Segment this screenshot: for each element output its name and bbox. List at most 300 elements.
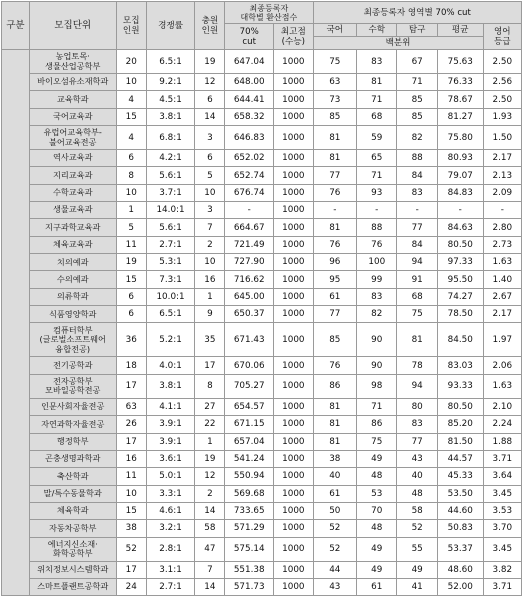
enrolled-cell: 6 bbox=[195, 150, 225, 167]
math-cell: 90 bbox=[357, 357, 397, 374]
ratio-cell: 7.3:1 bbox=[146, 271, 195, 288]
enrolled-cell: 58 bbox=[195, 520, 225, 537]
table-row bbox=[2, 167, 522, 184]
inquiry-cell: 43 bbox=[397, 450, 437, 467]
math-cell: 59 bbox=[357, 126, 397, 150]
ratio-cell: 5.6:1 bbox=[146, 219, 195, 236]
max-score-cell: 1000 bbox=[274, 167, 313, 184]
dept-name: 전기공학과 bbox=[29, 357, 116, 374]
cut70-cell: 569.68 bbox=[225, 485, 274, 502]
dept-name: 위치정보시스템학과 bbox=[29, 561, 116, 578]
dept-name: 유럽어교육학부- 불어교육전공 bbox=[29, 126, 116, 150]
enrolled-cell: 17 bbox=[195, 357, 225, 374]
korean-cell: 50 bbox=[313, 502, 357, 519]
average-cell: 53.37 bbox=[437, 537, 483, 561]
header-final-reg-text: 최종등록자 대학별 환산점수 bbox=[240, 3, 298, 22]
english-cell: 3.71 bbox=[483, 578, 521, 595]
table-row bbox=[2, 468, 522, 485]
table-row bbox=[2, 323, 522, 357]
english-cell: 2.56 bbox=[483, 74, 521, 91]
cut70-cell: 676.74 bbox=[225, 184, 274, 201]
ratio-cell: 3.1:1 bbox=[146, 561, 195, 578]
enrolled-cell: 35 bbox=[195, 323, 225, 357]
korean-cell: 76 bbox=[313, 236, 357, 253]
cut70-cell: 644.41 bbox=[225, 91, 274, 108]
admissions-results-table bbox=[1, 1, 522, 596]
average-cell: 76.33 bbox=[437, 74, 483, 91]
cut70-cell: 646.83 bbox=[225, 126, 274, 150]
quota-cell: 24 bbox=[116, 578, 146, 595]
math-cell: 76 bbox=[357, 236, 397, 253]
korean-cell: 63 bbox=[313, 74, 357, 91]
ratio-cell: 3.9:1 bbox=[146, 433, 195, 450]
math-cell: 100 bbox=[357, 254, 397, 271]
enrolled-cell: 8 bbox=[195, 374, 225, 398]
enrolled-cell: 16 bbox=[195, 271, 225, 288]
quota-cell: 8 bbox=[116, 167, 146, 184]
quota-cell: 10 bbox=[116, 485, 146, 502]
max-score-cell: 1000 bbox=[274, 537, 313, 561]
cut70-cell: 671.15 bbox=[225, 416, 274, 433]
average-cell: 48.60 bbox=[437, 561, 483, 578]
average-cell: 80.50 bbox=[437, 236, 483, 253]
quota-cell: 17 bbox=[116, 561, 146, 578]
table-row bbox=[2, 485, 522, 502]
quota-cell: 19 bbox=[116, 254, 146, 271]
korean-cell: 40 bbox=[313, 468, 357, 485]
average-cell: 53.50 bbox=[437, 485, 483, 502]
dept-name: 축산학과 bbox=[29, 468, 116, 485]
max-score-cell: 1000 bbox=[274, 450, 313, 467]
header-area-cut: 최종등록자 영역별 70% cut bbox=[313, 2, 522, 24]
quota-cell: 15 bbox=[116, 502, 146, 519]
max-score-cell: 1000 bbox=[274, 126, 313, 150]
header-math: 수학 bbox=[357, 24, 397, 37]
dept-name: 역사교육과 bbox=[29, 150, 116, 167]
average-cell: 80.50 bbox=[437, 398, 483, 415]
english-cell: - bbox=[483, 202, 521, 219]
table-body bbox=[2, 50, 522, 596]
dept-name: 전자공학부 모바일공학전공 bbox=[29, 374, 116, 398]
inquiry-cell: 77 bbox=[397, 219, 437, 236]
average-cell: 45.33 bbox=[437, 468, 483, 485]
average-cell: 97.33 bbox=[437, 254, 483, 271]
header-ratio: 경쟁률 bbox=[146, 2, 195, 50]
enrolled-cell: 19 bbox=[195, 50, 225, 74]
dept-name: 곤충생명과학과 bbox=[29, 450, 116, 467]
max-score-cell: 1000 bbox=[274, 502, 313, 519]
average-cell: 75.63 bbox=[437, 50, 483, 74]
quota-cell: 4 bbox=[116, 91, 146, 108]
korean-cell: 73 bbox=[313, 91, 357, 108]
korean-cell: 85 bbox=[313, 108, 357, 125]
korean-cell: 96 bbox=[313, 254, 357, 271]
table-row bbox=[2, 450, 522, 467]
quota-cell: 20 bbox=[116, 50, 146, 74]
inquiry-cell: 67 bbox=[397, 50, 437, 74]
enrolled-cell: 6 bbox=[195, 91, 225, 108]
enrolled-cell: 14 bbox=[195, 502, 225, 519]
korean-cell: 76 bbox=[313, 184, 357, 201]
table-row bbox=[2, 288, 522, 305]
math-cell: 65 bbox=[357, 150, 397, 167]
average-cell: 44.60 bbox=[437, 502, 483, 519]
header-korean: 국어 bbox=[313, 24, 357, 37]
korean-cell: 81 bbox=[313, 126, 357, 150]
english-cell: 3.53 bbox=[483, 502, 521, 519]
korean-cell: 81 bbox=[313, 150, 357, 167]
max-score-cell: 1000 bbox=[274, 323, 313, 357]
table-row bbox=[2, 416, 522, 433]
inquiry-cell: 82 bbox=[397, 126, 437, 150]
header-final-reg bbox=[225, 2, 313, 24]
header-max-score-text: 최고점 (수능) bbox=[280, 26, 306, 47]
inquiry-cell: 85 bbox=[397, 91, 437, 108]
table-row bbox=[2, 74, 522, 91]
header-enrolled bbox=[195, 2, 225, 50]
inquiry-cell: 78 bbox=[397, 357, 437, 374]
cut70-cell: 670.06 bbox=[225, 357, 274, 374]
dept-name: 자연과학자율전공 bbox=[29, 416, 116, 433]
inquiry-cell: 94 bbox=[397, 254, 437, 271]
quota-cell: 6 bbox=[116, 288, 146, 305]
header-cut70 bbox=[225, 24, 274, 50]
cut70-cell: 654.57 bbox=[225, 398, 274, 415]
header-enrolled-text: 충원 인원 bbox=[201, 15, 219, 36]
max-score-cell: 1000 bbox=[274, 306, 313, 323]
max-score-cell: 1000 bbox=[274, 202, 313, 219]
enrolled-cell: 1 bbox=[195, 288, 225, 305]
ratio-cell: 14.0:1 bbox=[146, 202, 195, 219]
table-row bbox=[2, 520, 522, 537]
average-cell: 78.67 bbox=[437, 91, 483, 108]
english-cell: 2.67 bbox=[483, 288, 521, 305]
cut70-cell: 664.67 bbox=[225, 219, 274, 236]
english-cell: 1.40 bbox=[483, 271, 521, 288]
enrolled-cell: 14 bbox=[195, 108, 225, 125]
math-cell: 48 bbox=[357, 468, 397, 485]
header-english bbox=[483, 24, 521, 50]
quota-cell: 63 bbox=[116, 398, 146, 415]
korean-cell: 81 bbox=[313, 416, 357, 433]
english-cell: 3.82 bbox=[483, 561, 521, 578]
dept-name: 식품영양학과 bbox=[29, 306, 116, 323]
table-row bbox=[2, 50, 522, 74]
average-cell: 84.63 bbox=[437, 219, 483, 236]
math-cell: 61 bbox=[357, 578, 397, 595]
ratio-cell: 4.5:1 bbox=[146, 91, 195, 108]
inquiry-cell: 49 bbox=[397, 561, 437, 578]
math-cell: 49 bbox=[357, 561, 397, 578]
inquiry-cell: 55 bbox=[397, 537, 437, 561]
average-cell: 81.50 bbox=[437, 433, 483, 450]
english-cell: 2.09 bbox=[483, 184, 521, 201]
dept-name: 바이오섬유소재학과 bbox=[29, 74, 116, 91]
korean-cell: 76 bbox=[313, 357, 357, 374]
inquiry-cell: 94 bbox=[397, 374, 437, 398]
average-cell: - bbox=[437, 202, 483, 219]
ratio-cell: 3.8:1 bbox=[146, 374, 195, 398]
ratio-cell: 2.7:1 bbox=[146, 236, 195, 253]
korean-cell: 81 bbox=[313, 219, 357, 236]
table-row bbox=[2, 398, 522, 415]
math-cell: 98 bbox=[357, 374, 397, 398]
enrolled-cell: 3 bbox=[195, 126, 225, 150]
quota-cell: 38 bbox=[116, 520, 146, 537]
table-row bbox=[2, 108, 522, 125]
math-cell: 71 bbox=[357, 167, 397, 184]
dept-name: 에너지신소재· 화학공학부 bbox=[29, 537, 116, 561]
english-cell: 3.45 bbox=[483, 485, 521, 502]
inquiry-cell: 81 bbox=[397, 323, 437, 357]
math-cell: 75 bbox=[357, 433, 397, 450]
math-cell: 99 bbox=[357, 271, 397, 288]
math-cell: - bbox=[357, 202, 397, 219]
table-row bbox=[2, 433, 522, 450]
header-max-score bbox=[274, 24, 313, 50]
enrolled-cell: 47 bbox=[195, 537, 225, 561]
average-cell: 93.33 bbox=[437, 374, 483, 398]
inquiry-cell: 71 bbox=[397, 74, 437, 91]
quota-cell: 6 bbox=[116, 306, 146, 323]
max-score-cell: 1000 bbox=[274, 433, 313, 450]
table-row bbox=[2, 537, 522, 561]
max-score-cell: 1000 bbox=[274, 271, 313, 288]
max-score-cell: 1000 bbox=[274, 50, 313, 74]
english-cell: 3.71 bbox=[483, 450, 521, 467]
ratio-cell: 5.0:1 bbox=[146, 468, 195, 485]
max-score-cell: 1000 bbox=[274, 74, 313, 91]
enrolled-cell: 1 bbox=[195, 433, 225, 450]
header-average: 평균 bbox=[437, 24, 483, 37]
ratio-cell: 6.8:1 bbox=[146, 126, 195, 150]
ratio-cell: 2.7:1 bbox=[146, 578, 195, 595]
table-row bbox=[2, 184, 522, 201]
average-cell: 74.27 bbox=[437, 288, 483, 305]
ratio-cell: 2.8:1 bbox=[146, 537, 195, 561]
max-score-cell: 1000 bbox=[274, 374, 313, 398]
enrolled-cell: 7 bbox=[195, 561, 225, 578]
table-header bbox=[2, 2, 522, 50]
enrolled-cell: 10 bbox=[195, 184, 225, 201]
ratio-cell: 5.3:1 bbox=[146, 254, 195, 271]
header-english-text: 영어 등급 bbox=[493, 26, 511, 47]
enrolled-cell: 10 bbox=[195, 254, 225, 271]
english-cell: 2.10 bbox=[483, 398, 521, 415]
max-score-cell: 1000 bbox=[274, 357, 313, 374]
math-cell: 70 bbox=[357, 502, 397, 519]
quota-cell: 52 bbox=[116, 537, 146, 561]
ratio-cell: 4.1:1 bbox=[146, 398, 195, 415]
enrolled-cell: 14 bbox=[195, 578, 225, 595]
english-cell: 1.97 bbox=[483, 323, 521, 357]
cut70-cell: 575.14 bbox=[225, 537, 274, 561]
inquiry-cell: - bbox=[397, 202, 437, 219]
max-score-cell: 1000 bbox=[274, 108, 313, 125]
math-cell: 93 bbox=[357, 184, 397, 201]
english-cell: 1.93 bbox=[483, 108, 521, 125]
max-score-cell: 1000 bbox=[274, 91, 313, 108]
korean-cell: 81 bbox=[313, 433, 357, 450]
ratio-cell: 6.5:1 bbox=[146, 50, 195, 74]
enrolled-cell: 19 bbox=[195, 450, 225, 467]
max-score-cell: 1000 bbox=[274, 254, 313, 271]
ratio-cell: 3.8:1 bbox=[146, 108, 195, 125]
inquiry-cell: 84 bbox=[397, 236, 437, 253]
cut70-cell: 648.00 bbox=[225, 74, 274, 91]
inquiry-cell: 88 bbox=[397, 150, 437, 167]
cut70-cell: 652.02 bbox=[225, 150, 274, 167]
quota-cell: 26 bbox=[116, 416, 146, 433]
max-score-cell: 1000 bbox=[274, 578, 313, 595]
math-cell: 71 bbox=[357, 398, 397, 415]
max-score-cell: 1000 bbox=[274, 416, 313, 433]
inquiry-cell: 84 bbox=[397, 167, 437, 184]
dept-name: 교육학과 bbox=[29, 91, 116, 108]
enrolled-cell: 22 bbox=[195, 416, 225, 433]
gubun-cell bbox=[2, 50, 30, 596]
english-cell: 2.80 bbox=[483, 219, 521, 236]
quota-cell: 10 bbox=[116, 74, 146, 91]
korean-cell: 61 bbox=[313, 485, 357, 502]
ratio-cell: 3.9:1 bbox=[146, 416, 195, 433]
table-row bbox=[2, 202, 522, 219]
cut70-cell: 645.00 bbox=[225, 288, 274, 305]
ratio-cell: 9.2:1 bbox=[146, 74, 195, 91]
dept-name: 생물교육과 bbox=[29, 202, 116, 219]
max-score-cell: 1000 bbox=[274, 236, 313, 253]
max-score-cell: 1000 bbox=[274, 485, 313, 502]
header-gubun: 구분 bbox=[2, 2, 30, 50]
math-cell: 90 bbox=[357, 323, 397, 357]
enrolled-cell: 9 bbox=[195, 306, 225, 323]
enrolled-cell: 12 bbox=[195, 468, 225, 485]
cut70-cell: 705.27 bbox=[225, 374, 274, 398]
quota-cell: 15 bbox=[116, 271, 146, 288]
enrolled-cell: 27 bbox=[195, 398, 225, 415]
english-cell: 2.24 bbox=[483, 416, 521, 433]
header-cut70-text: 70% cut bbox=[239, 26, 259, 47]
cut70-cell: 571.29 bbox=[225, 520, 274, 537]
quota-cell: 5 bbox=[116, 219, 146, 236]
quota-cell: 18 bbox=[116, 357, 146, 374]
ratio-cell: 5.2:1 bbox=[146, 323, 195, 357]
ratio-cell: 3.7:1 bbox=[146, 184, 195, 201]
cut70-cell: 671.43 bbox=[225, 323, 274, 357]
header-inquiry: 탐구 bbox=[397, 24, 437, 37]
english-cell: 2.73 bbox=[483, 236, 521, 253]
inquiry-cell: 68 bbox=[397, 288, 437, 305]
korean-cell: 95 bbox=[313, 271, 357, 288]
math-cell: 82 bbox=[357, 306, 397, 323]
math-cell: 68 bbox=[357, 108, 397, 125]
max-score-cell: 1000 bbox=[274, 398, 313, 415]
dept-name: 국어교육과 bbox=[29, 108, 116, 125]
cut70-cell: 652.74 bbox=[225, 167, 274, 184]
table-row bbox=[2, 306, 522, 323]
math-cell: 49 bbox=[357, 450, 397, 467]
korean-cell: 38 bbox=[313, 450, 357, 467]
quota-cell: 11 bbox=[116, 236, 146, 253]
math-cell: 81 bbox=[357, 74, 397, 91]
cut70-cell: 551.38 bbox=[225, 561, 274, 578]
cut70-cell: 571.73 bbox=[225, 578, 274, 595]
korean-cell: 77 bbox=[313, 306, 357, 323]
quota-cell: 17 bbox=[116, 374, 146, 398]
quota-cell: 11 bbox=[116, 468, 146, 485]
english-cell: 3.64 bbox=[483, 468, 521, 485]
header-unit: 모집단위 bbox=[29, 2, 116, 50]
table-row bbox=[2, 374, 522, 398]
korean-cell: 81 bbox=[313, 398, 357, 415]
dept-name: 컴퓨터학부 (글로벌소프트웨어 융합전공) bbox=[29, 323, 116, 357]
inquiry-cell: 48 bbox=[397, 485, 437, 502]
table-row bbox=[2, 219, 522, 236]
english-cell: 2.06 bbox=[483, 357, 521, 374]
table-row bbox=[2, 150, 522, 167]
cut70-cell: 647.04 bbox=[225, 50, 274, 74]
dept-name: 자동차공학부 bbox=[29, 520, 116, 537]
dept-name: 행정학부 bbox=[29, 433, 116, 450]
table-row bbox=[2, 91, 522, 108]
dept-name: 스마트플랜트공학과 bbox=[29, 578, 116, 595]
ratio-cell: 5.6:1 bbox=[146, 167, 195, 184]
english-cell: 2.50 bbox=[483, 91, 521, 108]
table-row bbox=[2, 126, 522, 150]
header-percentile: 백분위 bbox=[313, 37, 483, 50]
average-cell: 50.83 bbox=[437, 520, 483, 537]
korean-cell: - bbox=[313, 202, 357, 219]
max-score-cell: 1000 bbox=[274, 288, 313, 305]
ratio-cell: 3.6:1 bbox=[146, 450, 195, 467]
english-cell: 2.17 bbox=[483, 306, 521, 323]
cut70-cell: 550.94 bbox=[225, 468, 274, 485]
quota-cell: 1 bbox=[116, 202, 146, 219]
english-cell: 2.17 bbox=[483, 150, 521, 167]
math-cell: 83 bbox=[357, 50, 397, 74]
table-row bbox=[2, 271, 522, 288]
dept-name: 체육학과 bbox=[29, 502, 116, 519]
inquiry-cell: 83 bbox=[397, 184, 437, 201]
average-cell: 84.50 bbox=[437, 323, 483, 357]
korean-cell: 77 bbox=[313, 167, 357, 184]
ratio-cell: 4.6:1 bbox=[146, 502, 195, 519]
cut70-cell: 721.49 bbox=[225, 236, 274, 253]
quota-cell: 36 bbox=[116, 323, 146, 357]
dept-name: 인문사회자율전공 bbox=[29, 398, 116, 415]
inquiry-cell: 40 bbox=[397, 468, 437, 485]
cut70-cell: 727.90 bbox=[225, 254, 274, 271]
average-cell: 85.20 bbox=[437, 416, 483, 433]
korean-cell: 75 bbox=[313, 50, 357, 74]
korean-cell: 86 bbox=[313, 374, 357, 398]
enrolled-cell: 7 bbox=[195, 219, 225, 236]
max-score-cell: 1000 bbox=[274, 150, 313, 167]
math-cell: 71 bbox=[357, 91, 397, 108]
average-cell: 52.00 bbox=[437, 578, 483, 595]
quota-cell: 15 bbox=[116, 108, 146, 125]
average-cell: 83.03 bbox=[437, 357, 483, 374]
average-cell: 75.80 bbox=[437, 126, 483, 150]
ratio-cell: 3.3:1 bbox=[146, 485, 195, 502]
cut70-cell: 650.37 bbox=[225, 306, 274, 323]
math-cell: 53 bbox=[357, 485, 397, 502]
cut70-cell: 658.32 bbox=[225, 108, 274, 125]
dept-name: 말/특수동물학과 bbox=[29, 485, 116, 502]
korean-cell: 52 bbox=[313, 537, 357, 561]
average-cell: 95.50 bbox=[437, 271, 483, 288]
enrolled-cell: 2 bbox=[195, 236, 225, 253]
